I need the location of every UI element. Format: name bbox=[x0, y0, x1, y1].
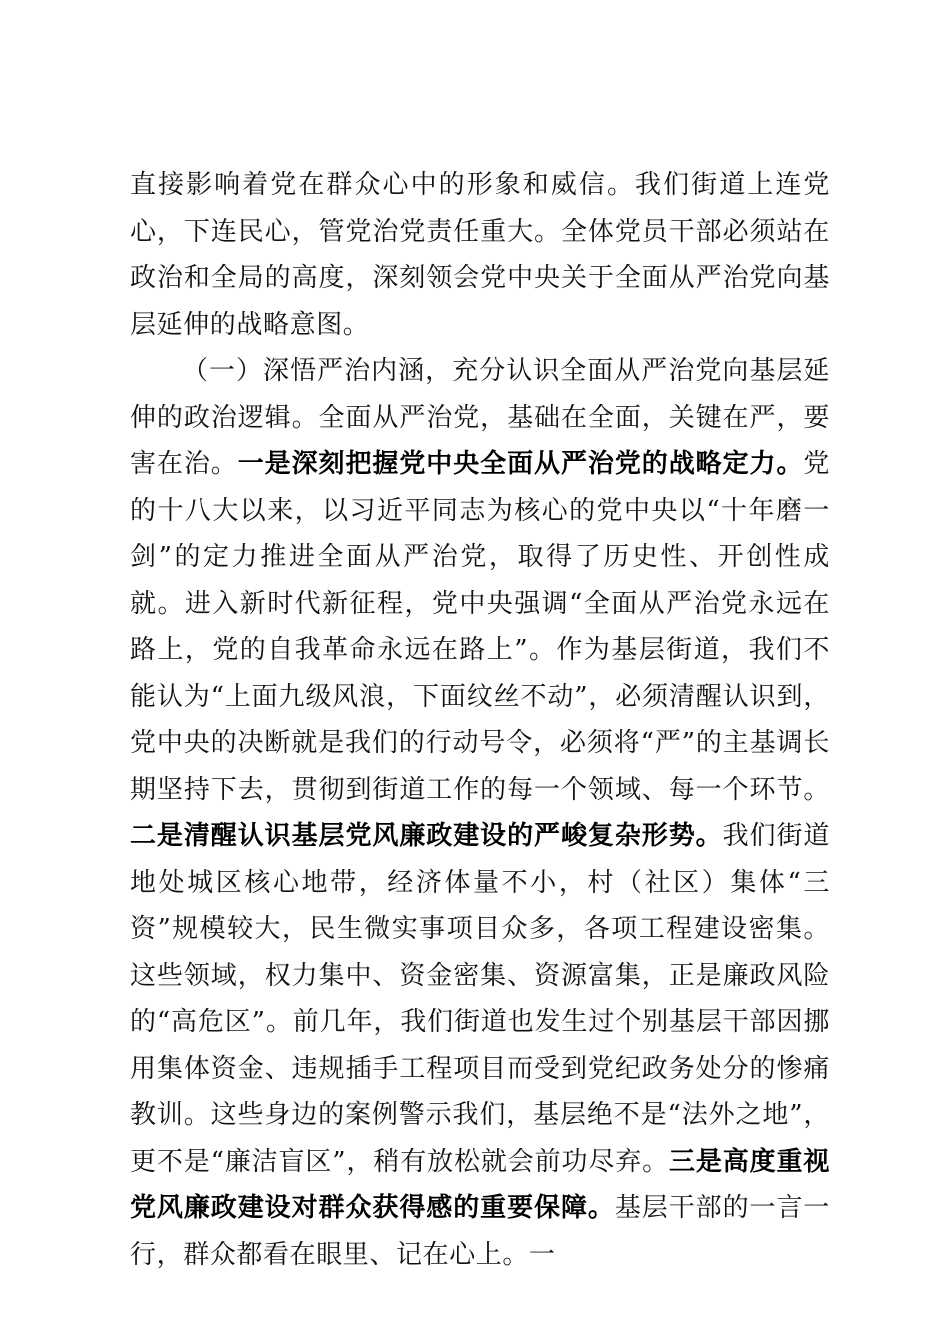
document-body bbox=[130, 162, 830, 1278]
point-2-body: 我们街道地处城区核心地带，经济体量不小，村（社区）集体“三资”规模较大，民生微实事项目众多，各项工程建设密集。这些领域，权力集中、资金密集、资源富集，正是廉政风险的“高危区”。前几年，我们街道也发生过个别基层干部因挪用集体资金、违规插手工程项目而受到党纪政务处分的惨痛教训。这些身边的案例警示我们，基层绝不是“法外之地”，更不是“廉洁盲区”，稍有放松就会前功尽弃。 bbox=[130, 821, 831, 1177]
point-3-heading: 三是高度重视党风廉政建设对群众获得感的重要保障。 bbox=[130, 1146, 831, 1223]
point-1-heading: 一是深刻把握党中央全面从严治党的战略定力。 bbox=[237, 449, 804, 479]
point-1-body: 党的十八大以来，以习近平同志为核心的党中央以“十年磨一剑”的定力推进全面从严治党，取得了历史性、开创性成就。进入新时代新征程，党中央强调“全面从严治党永远在路上，党的自我革命永远在路上”。作为基层街道，我们不能认为“上面九级风浪，下面纹丝不动”，必须清醒认识到，党中央的决断就是我们的行动号令，必须将“严”的主基调长期坚持下去，贯彻到街道工作的每一个领域、每一个环节。 bbox=[130, 449, 830, 805]
point-2-heading: 二是清醒认识基层党风廉政建设的严峻复杂形势。 bbox=[130, 821, 723, 851]
paragraph-1-text: 直接影响着党在群众心中的形象和威信。我们街道上连党心，下连民心，管党治党责任重大。全体党员干部必须站在政治和全局的高度，深刻领会党中央关于全面从严治党向基层延伸的战略意图。 bbox=[130, 170, 830, 340]
section-one-intro: （一）深悟严治内涵，充分认识全面从严治党向基层延伸的政治逻辑。全面从严治党，基础在全面，关键在严，要害在治。 bbox=[130, 356, 830, 479]
paragraph-continuation bbox=[130, 162, 830, 348]
paragraph-section-one bbox=[130, 348, 830, 1278]
point-3-body: 基层干部的一言一行，群众都看在眼里、记在心上。一 bbox=[130, 1193, 830, 1270]
